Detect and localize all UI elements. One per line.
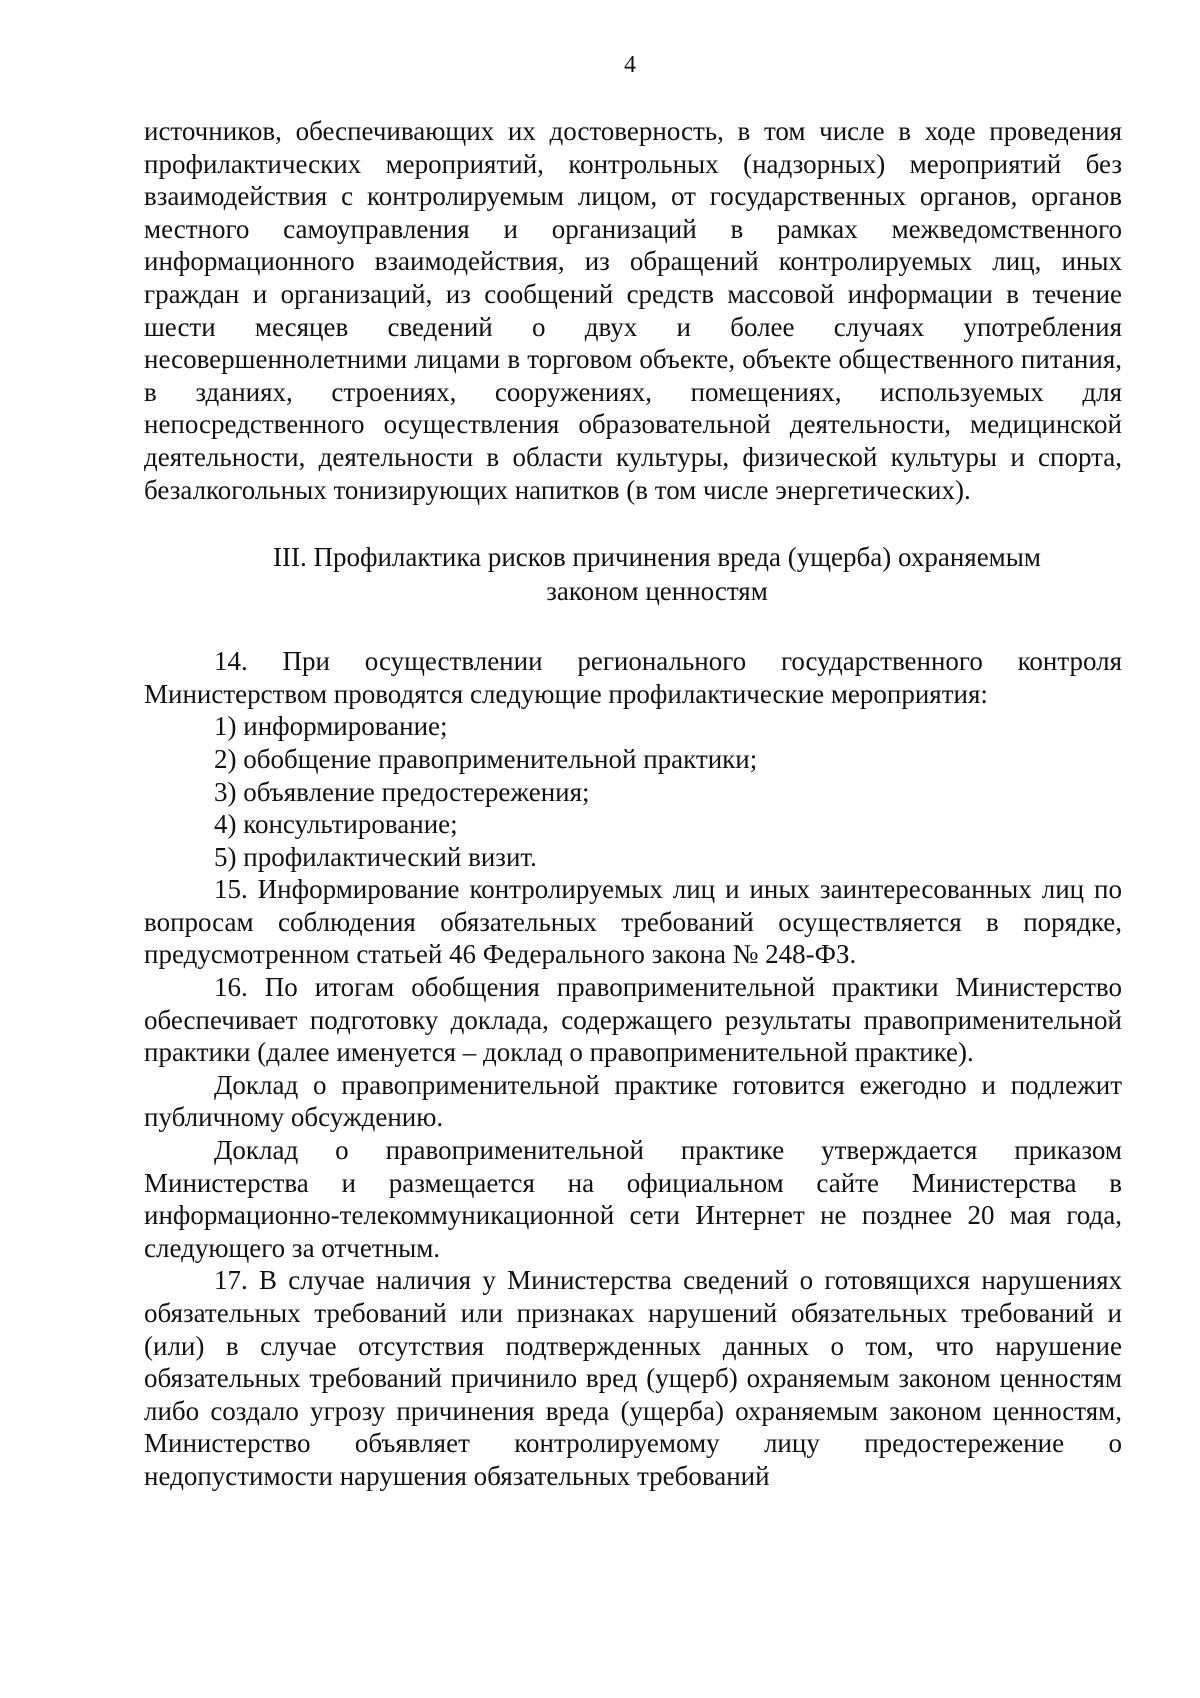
paragraph-17: 17. В случае наличия у Министерства сведений о готовящихся нарушениях обязательных требований или признаках нарушений обязательных требований и (или) в случае отсутствия подтвержденных данных о том, что нарушение обязательных требований причинило вред (ущерб) охраняемым законом ценностям либо создало угрозу причинения вреда (ущерба) охраняемым законом ценностям, Министерство объявляет контролируемому лицу предостережение о недопустимости нарушения обязательных требований [144,1265,1122,1491]
paragraph-intro: источников, обеспечивающих их достоверность, в том числе в ходе проведения профилактических мероприятий, контрольных (надзорных) мероприятий без взаимодействия с контролируемым лицом, от государственных органов, органов местного самоуправления и организаций в рамках межведомственного информационного взаимодействия, из обращений контролируемых лиц, иных граждан и организаций, из сообщений средств массовой информации в течение шести месяцев сведений о двух и более случаях употребления несовершеннолетними лицами в торговом объекте, объекте общественного питания, в зданиях, строениях, сооружениях, помещениях, используемых для непосредственного осуществления образовательной деятельности, медицинской деятельности, деятельности в области культуры, физической культуры и спорта, безалкогольных тонизирующих напитков (в том числе энергетических). [144,116,1122,505]
list-item-visit: 5) профилактический визит. [214,841,537,872]
paragraph-16-report-annual: Доклад о правоприменительной практике готовится ежегодно и подлежит публичному обсуждению. [144,1069,1122,1133]
paragraph-16: 16. По итогам обобщения правоприменительной практики Министерство обеспечивает подготовку доклада, содержащего результаты правоприменительной практики (далее именуется – доклад о правоприменительной практике). [144,972,1122,1068]
document-body [144,115,1122,1493]
paragraph-16-report-approval: Доклад о правоприменительной практике утверждается приказом Министерства и размещается на официальном сайте Министерства в информационно-телекоммуникационной сети Интернет не позднее 20 мая года, следующего за отчетным. [144,1135,1122,1263]
page-number: 4 [624,52,636,78]
section-heading-line-1: III. Профилактика рисков причинения вреда (ущерба) охраняемым [273,542,1041,573]
list-item-generalization: 2) обобщение правоприменительной практики; [214,743,758,774]
list-item-informing: 1) информирование; [214,711,448,742]
list-item-warning: 3) объявление предостережения; [214,776,590,807]
list-item-consulting: 4) консультирование; [214,809,458,840]
section-heading-line-2: законом ценностям [546,576,768,607]
paragraph-15: 15. Информирование контролируемых лиц и иных заинтересованных лиц по вопросам соблюдения обязательных требований осуществляется в порядке, предусмотренном статьей 46 Федерального закона № 248-ФЗ. [144,874,1122,970]
paragraph-14: 14. При осуществлении регионального государственного контроля Министерством проводятся следующие профилактические мероприятия: [144,646,1122,709]
section-heading [144,540,1122,608]
